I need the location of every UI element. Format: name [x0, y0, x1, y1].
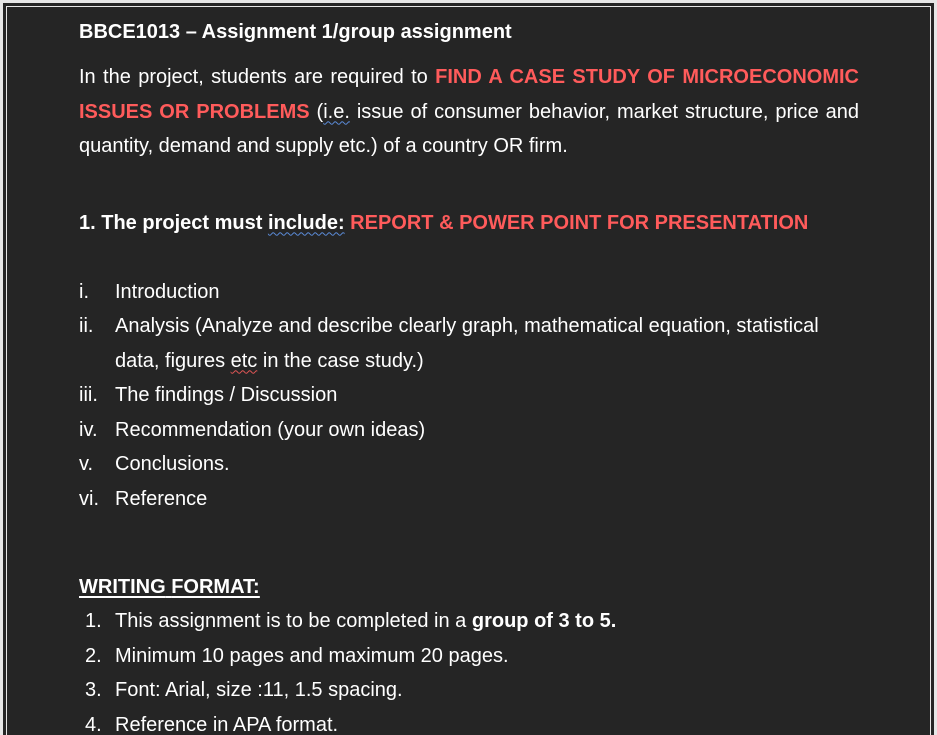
spellcheck-ie[interactable]: i.e. — [323, 100, 350, 123]
list-number: v. — [79, 453, 94, 475]
intro-text-3: issue of consumer behavior, market structure, price and quantity, demand and supply etc.) of a country OR firm. — [79, 100, 860, 157]
list-number: iv. — [79, 418, 98, 441]
document-title: BBCE1013 – Assignment 1/group assignment — [79, 21, 512, 43]
list-item — [79, 639, 859, 674]
list-text-bold: group of 3 to 5. — [471, 610, 617, 632]
list-text: The findings / Discussion — [115, 384, 338, 406]
list-number: i. — [79, 280, 89, 303]
list-item — [79, 378, 859, 413]
list-text-after: in the case study.) — [257, 349, 424, 372]
list-number: 2. — [85, 644, 102, 667]
intro-text-2: ( — [309, 100, 324, 123]
list-number: iii. — [79, 384, 98, 406]
spellcheck-include[interactable]: include: — [267, 211, 345, 234]
list-number: ii. — [79, 315, 94, 337]
list-text: Minimum 10 pages and maximum 20 pages. — [115, 644, 509, 667]
list-text: Font: Arial, size :11, 1.5 spacing. — [115, 679, 403, 701]
list-item — [79, 482, 859, 517]
list-text: This assignment is to be completed in a — [115, 610, 472, 632]
list-item — [79, 447, 859, 482]
contents-list — [79, 275, 859, 517]
list-item — [79, 413, 859, 448]
list-number: 4. — [85, 713, 102, 735]
spellcheck-format[interactable]: FORMAT: — [171, 576, 260, 598]
intro-text-1: In the project, students are required to — [79, 66, 436, 88]
intro-paragraph — [79, 60, 859, 164]
list-text: Introduction — [115, 280, 220, 303]
list-number: vi. — [79, 487, 99, 510]
list-text: Conclusions. — [115, 453, 230, 475]
list-item — [79, 708, 859, 735]
project-include-heading — [79, 206, 859, 240]
list-item — [79, 309, 859, 378]
list-number: 1. — [85, 610, 102, 632]
list-item — [79, 604, 859, 639]
document-body[interactable] — [79, 17, 859, 735]
writing-format-word: WRITING — [79, 576, 166, 598]
writing-format-heading — [79, 570, 859, 604]
writing-format-list — [79, 604, 859, 735]
list-text: Recommendation (your own ideas) — [115, 418, 426, 441]
list-text: Reference in APA format. — [115, 713, 339, 735]
list-item — [79, 275, 859, 310]
spellcheck-etc[interactable]: etc — [230, 349, 258, 372]
list-text: Analysis (Analyze and describe clearly graph, mathematical equation, statistical data, figures — [115, 315, 819, 372]
list-number: 3. — [85, 679, 102, 701]
list-text: Reference — [115, 487, 208, 510]
include-prefix: 1. The project must — [79, 211, 268, 234]
include-highlight: REPORT & POWER POINT FOR PRESENTATION — [344, 211, 809, 234]
list-item — [79, 673, 859, 708]
intro-highlight: FIND A CASE STUDY OF MICROECONOMIC ISSUES OR PROBLEMS — [79, 66, 859, 123]
